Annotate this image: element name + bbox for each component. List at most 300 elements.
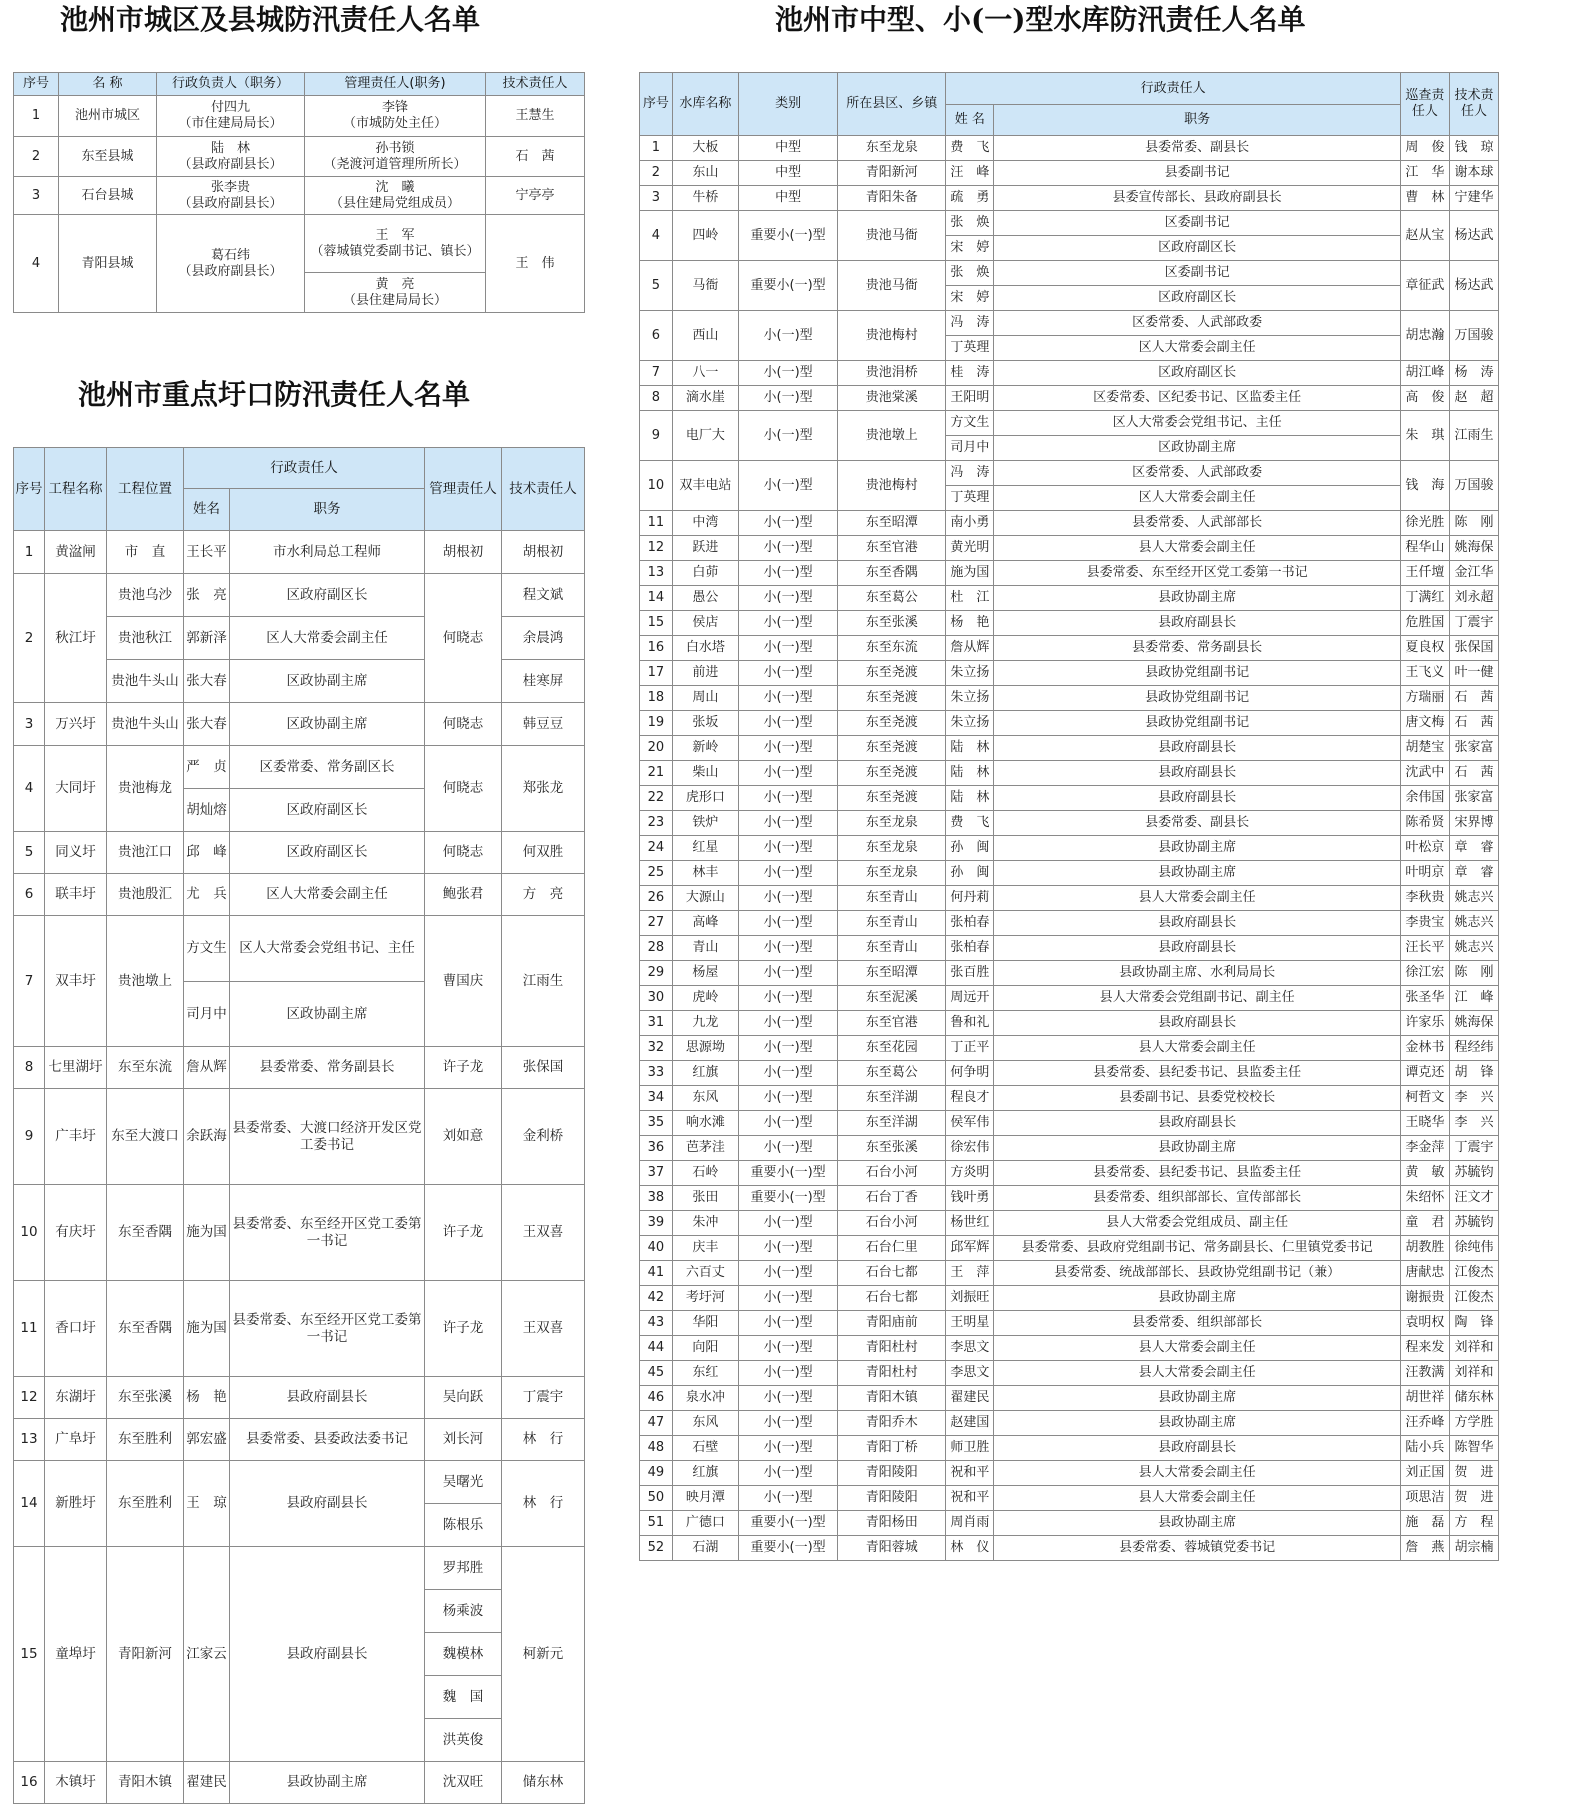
admin-name: 张柏春: [946, 911, 994, 936]
reservoir-type: 小(一)型: [739, 1111, 838, 1136]
row-number: 4: [14, 215, 59, 313]
row-number: 4: [640, 211, 673, 261]
patrol-person: 谭克还: [1400, 1061, 1449, 1086]
row-number: 33: [640, 1061, 673, 1086]
row-number: 16: [640, 636, 673, 661]
admin-position: 县政协副主席: [994, 861, 1401, 886]
admin-name: 尤 兵: [184, 874, 230, 916]
tech-person: 储东林: [502, 1762, 585, 1804]
table-row: [14, 215, 585, 273]
admin-name: 丁英理: [946, 336, 994, 361]
reservoir-name: 红星: [672, 836, 738, 861]
reservoir-location: 东至昭潭: [838, 511, 946, 536]
table-row: [640, 936, 1499, 961]
reservoir-location: 东至官港: [838, 1011, 946, 1036]
reservoir-type: 中型: [739, 186, 838, 211]
admin-position: 县政协党组副书记: [994, 686, 1401, 711]
reservoir-type: 小(一)型: [739, 711, 838, 736]
reservoir-location: 东至龙泉: [838, 861, 946, 886]
manager-name: 吴曙光: [425, 1461, 502, 1504]
admin-name: 钱叶勇: [946, 1186, 994, 1211]
row-number: 4: [14, 746, 45, 832]
table-row: [640, 536, 1499, 561]
row-number: 13: [14, 1419, 45, 1461]
patrol-person: 李秋贵: [1400, 886, 1449, 911]
reservoir-type: 小(一)型: [739, 461, 838, 511]
reservoir-location: 贵池马衙: [838, 211, 946, 261]
tech-person: 姚海保: [1449, 1011, 1498, 1036]
patrol-person: 王仟壇: [1400, 561, 1449, 586]
reservoir-location: 石台丁香: [838, 1186, 946, 1211]
project-location: 贵池牛头山: [107, 703, 184, 746]
reservoir-name: 庆丰: [672, 1236, 738, 1261]
row-number: 23: [640, 811, 673, 836]
patrol-person: 童 君: [1400, 1211, 1449, 1236]
reservoir-type: 小(一)型: [739, 561, 838, 586]
patrol-person: 张圣华: [1400, 986, 1449, 1011]
admin-position: 县人大常委会副主任: [994, 886, 1401, 911]
header-reservoir-name: 水库名称: [672, 73, 738, 136]
admin-name: 翟建民: [184, 1762, 230, 1804]
patrol-person: 赵从宝: [1400, 211, 1449, 261]
reservoir-type: 小(一)型: [739, 1311, 838, 1336]
row-number: 3: [14, 177, 59, 215]
patrol-person: 唐文梅: [1400, 711, 1449, 736]
table-row: [640, 836, 1499, 861]
table-row: [640, 736, 1499, 761]
admin-name: 王阳明: [946, 386, 994, 411]
reservoir-type: 小(一)型: [739, 1036, 838, 1061]
tech-person: 张保国: [502, 1047, 585, 1089]
admin-position: 县政府副县长: [994, 736, 1401, 761]
admin-cell: [157, 137, 305, 177]
admin-name: 邱 峰: [184, 832, 230, 874]
person-position: （县住建局局长）: [342, 292, 447, 308]
manager-cell: [305, 215, 486, 273]
manager-name: 曹国庆: [425, 916, 502, 1047]
tech-person: 胡根初: [502, 531, 585, 574]
reservoir-type: 小(一)型: [739, 1386, 838, 1411]
reservoir-type: 小(一)型: [739, 1261, 838, 1286]
manager-name: 何晓志: [425, 574, 502, 703]
row-number: 3: [14, 703, 45, 746]
row-number: 36: [640, 1136, 673, 1161]
tech-person: 江俊杰: [1449, 1286, 1498, 1311]
admin-position: 区政协副主席: [230, 660, 425, 703]
reservoir-location: 东至青山: [838, 936, 946, 961]
person-position: （市城防处主任）: [342, 116, 447, 131]
row-number: 6: [640, 311, 673, 361]
reservoir-name: 思源坳: [672, 1036, 738, 1061]
reservoir-location: 东至尧渡: [838, 661, 946, 686]
admin-position: 区人大常委会副主任: [230, 874, 425, 916]
reservoir-location: 青阳朱备: [838, 186, 946, 211]
tech-person: 刘永超: [1449, 586, 1498, 611]
tech-person: 杨达武: [1449, 211, 1498, 261]
reservoir-flood-table: [639, 72, 1499, 1561]
reservoir-location: 东至张溪: [838, 1136, 946, 1161]
reservoir-location: 青阳乔木: [838, 1411, 946, 1436]
patrol-person: 朱绍怀: [1400, 1186, 1449, 1211]
admin-name: 宋 婷: [946, 286, 994, 311]
admin-position: 县委常委、组织部部长、宣传部部长: [994, 1186, 1401, 1211]
table-row: [14, 703, 585, 746]
admin-name: 王长平: [184, 531, 230, 574]
project-location: 贵池江口: [107, 832, 184, 874]
admin-position: 区人大常委会党组书记、主任: [994, 411, 1401, 436]
admin-position: 县委常委、大渡口经济开发区党工委书记: [230, 1089, 425, 1185]
reservoir-name: 电厂大: [672, 411, 738, 461]
row-number: 32: [640, 1036, 673, 1061]
tech-person: 林 行: [502, 1461, 585, 1547]
reservoir-name: 向阳: [672, 1336, 738, 1361]
admin-name: 郭宏盛: [184, 1419, 230, 1461]
admin-position: 县政府副县长: [994, 611, 1401, 636]
reservoir-name: 考圩河: [672, 1286, 738, 1311]
table-row: [14, 1089, 585, 1185]
reservoir-type: 重要小(一)型: [739, 1536, 838, 1561]
patrol-person: 危胜国: [1400, 611, 1449, 636]
reservoir-name: 柴山: [672, 761, 738, 786]
reservoir-name: 东风: [672, 1411, 738, 1436]
reservoir-name: 侯店: [672, 611, 738, 636]
reservoir-type: 小(一)型: [739, 511, 838, 536]
admin-position: 县委宣传部长、县政府副县长: [994, 186, 1401, 211]
reservoir-location: 东至泥溪: [838, 986, 946, 1011]
table-row: [640, 386, 1499, 411]
reservoir-location: 东至尧渡: [838, 786, 946, 811]
admin-position: 区人大常委会副主任: [994, 336, 1401, 361]
reservoir-name: 响水滩: [672, 1111, 738, 1136]
manager-name: 许子龙: [425, 1185, 502, 1281]
reservoir-name: 周山: [672, 686, 738, 711]
reservoir-type: 小(一)型: [739, 1011, 838, 1036]
row-number: 7: [640, 361, 673, 386]
admin-position: 区委常委、常务副区长: [230, 746, 425, 789]
admin-name: 方文生: [184, 916, 230, 982]
manager-name: 何晓志: [425, 746, 502, 832]
admin-position: 县人大常委会副主任: [994, 1036, 1401, 1061]
row-number: 38: [640, 1186, 673, 1211]
patrol-person: 许家乐: [1400, 1011, 1449, 1036]
tech-person: 金利桥: [502, 1089, 585, 1185]
admin-name: 程良才: [946, 1086, 994, 1111]
row-number: 15: [14, 1547, 45, 1762]
reservoir-location: 东至葛公: [838, 1061, 946, 1086]
patrol-person: 叶松京: [1400, 836, 1449, 861]
admin-name: 詹从辉: [184, 1047, 230, 1089]
admin-position: 县政协副主席: [994, 1511, 1401, 1536]
admin-name: 方炎明: [946, 1161, 994, 1186]
project-location: 东至张溪: [107, 1377, 184, 1419]
header-location: 工程位置: [107, 448, 184, 531]
admin-position: 区政府副区长: [994, 236, 1401, 261]
tech-person: 王慧生: [486, 96, 585, 137]
reservoir-location: 青阳陵阳: [838, 1486, 946, 1511]
reservoir-name: 映月潭: [672, 1486, 738, 1511]
manager-name: 许子龙: [425, 1047, 502, 1089]
admin-position: 县人大常委会党组副书记、副主任: [994, 986, 1401, 1011]
table-row: [640, 1111, 1499, 1136]
reservoir-location: 石台小河: [838, 1161, 946, 1186]
table-row: [14, 746, 585, 789]
table-row: [640, 961, 1499, 986]
row-number: 17: [640, 661, 673, 686]
project-location: 东至香隅: [107, 1281, 184, 1377]
admin-position: 县人大常委会副主任: [994, 1336, 1401, 1361]
person-name: 沈 曦: [375, 179, 415, 195]
reservoir-location: 东至青山: [838, 911, 946, 936]
patrol-person: 徐江宏: [1400, 961, 1449, 986]
patrol-person: 刘正国: [1400, 1461, 1449, 1486]
admin-position: 区委常委、人武部政委: [994, 461, 1401, 486]
patrol-person: 夏良权: [1400, 636, 1449, 661]
admin-name: 方文生: [946, 411, 994, 436]
reservoir-name: 牛桥: [672, 186, 738, 211]
row-number: 8: [640, 386, 673, 411]
manager-name: 刘如意: [425, 1089, 502, 1185]
table-row: [640, 461, 1499, 486]
tech-person: 金江华: [1449, 561, 1498, 586]
table-row: [640, 811, 1499, 836]
admin-position: 县委副书记: [994, 161, 1401, 186]
header-manager: 管理责任人: [425, 448, 502, 531]
patrol-person: 胡忠瀚: [1400, 311, 1449, 361]
header-no: 序号: [640, 73, 673, 136]
reservoir-location: 青阳木镇: [838, 1386, 946, 1411]
header-1: 名 称: [59, 73, 157, 96]
tech-person: 杨 涛: [1449, 361, 1498, 386]
header-project-name: 工程名称: [45, 448, 107, 531]
reservoir-type: 小(一)型: [739, 911, 838, 936]
admin-name: 鲁和礼: [946, 1011, 994, 1036]
reservoir-location: 贵池墩上: [838, 411, 946, 461]
reservoir-location: 青阳杨田: [838, 1511, 946, 1536]
admin-position: 县政协党组副书记: [994, 661, 1401, 686]
manager-name: 洪英俊: [425, 1719, 502, 1762]
reservoir-name: 六百丈: [672, 1261, 738, 1286]
table-row: [640, 861, 1499, 886]
table-row: [640, 1486, 1499, 1511]
header-admin: 行政责任人: [184, 448, 425, 489]
row-number: 29: [640, 961, 673, 986]
row-number: 3: [640, 186, 673, 211]
reservoir-name: 虎岭: [672, 986, 738, 1011]
header-admin-name: 姓 名: [946, 105, 994, 136]
admin-position: 县政府副县长: [994, 911, 1401, 936]
row-number: 14: [14, 1461, 45, 1547]
reservoir-name: 九龙: [672, 1011, 738, 1036]
admin-name: 林 仪: [946, 1536, 994, 1561]
tech-person: 胡 锋: [1449, 1061, 1498, 1086]
project-name: 秋江圩: [45, 574, 107, 703]
project-name: 同义圩: [45, 832, 107, 874]
person-position: （县政府副县长）: [178, 156, 283, 172]
table-row: [640, 1261, 1499, 1286]
manager-name: 杨乘波: [425, 1590, 502, 1633]
table-row: [640, 211, 1499, 236]
admin-position: 县政协副主席: [994, 586, 1401, 611]
header-0: 序号: [14, 73, 59, 96]
admin-position: 县委常委、东至经开区党工委第一书记: [230, 1185, 425, 1281]
tech-person: 钱 琼: [1449, 136, 1498, 161]
person-name: 陆 林: [210, 140, 250, 156]
patrol-person: 施 磊: [1400, 1511, 1449, 1536]
row-number: 2: [640, 161, 673, 186]
admin-position: 县人大常委会副主任: [994, 1486, 1401, 1511]
table-row: [640, 1211, 1499, 1236]
reservoir-type: 小(一)型: [739, 361, 838, 386]
reservoir-location: 东至洋湖: [838, 1111, 946, 1136]
admin-name: 朱立扬: [946, 661, 994, 686]
person-position: （县政府副县长）: [178, 263, 283, 279]
table2-title: 池州市重点圩口防汛责任人名单: [78, 378, 471, 411]
patrol-person: 唐献忠: [1400, 1261, 1449, 1286]
admin-position: 县委常委、人武部部长: [994, 511, 1401, 536]
project-location: 贵池牛头山: [107, 660, 184, 703]
header-no: 序号: [14, 448, 45, 531]
project-name: 大同圩: [45, 746, 107, 832]
admin-name: 张 焕: [946, 211, 994, 236]
admin-name: 杨 艳: [184, 1377, 230, 1419]
reservoir-location: 青阳丁桥: [838, 1436, 946, 1461]
reservoir-type: 小(一)型: [739, 1461, 838, 1486]
admin-position: 县委常委、县纪委书记、县监委主任: [994, 1061, 1401, 1086]
reservoir-location: 东至洋湖: [838, 1086, 946, 1111]
table-row: [640, 1511, 1499, 1536]
manager-name: 胡根初: [425, 531, 502, 574]
admin-name: 孙 闽: [946, 836, 994, 861]
row-number: 10: [14, 1185, 45, 1281]
admin-name: 陆 林: [946, 786, 994, 811]
reservoir-name: 前进: [672, 661, 738, 686]
project-location: 贵池墩上: [107, 916, 184, 1047]
reservoir-name: 八一: [672, 361, 738, 386]
reservoir-type: 小(一)型: [739, 1411, 838, 1436]
admin-position: 县委常委、组织部部长: [994, 1311, 1401, 1336]
tech-person: 郑张龙: [502, 746, 585, 832]
tech-person: 章 睿: [1449, 836, 1498, 861]
row-number: 2: [14, 137, 59, 177]
project-name: 七里湖圩: [45, 1047, 107, 1089]
project-name: 有庆圩: [45, 1185, 107, 1281]
admin-position: 县人大常委会副主任: [994, 536, 1401, 561]
patrol-person: 江 华: [1400, 161, 1449, 186]
row-number: 1: [640, 136, 673, 161]
admin-name: 李思文: [946, 1361, 994, 1386]
table3-title: 池州市中型、小(一)型水库防汛责任人名单: [775, 3, 1306, 36]
patrol-person: 陈希贤: [1400, 811, 1449, 836]
tech-person: 丁震宇: [1449, 611, 1498, 636]
reservoir-location: 东至尧渡: [838, 686, 946, 711]
admin-name: 宋 婷: [946, 236, 994, 261]
row-number: 42: [640, 1286, 673, 1311]
table-row: [640, 161, 1499, 186]
reservoir-type: 小(一)型: [739, 661, 838, 686]
admin-name: 王明星: [946, 1311, 994, 1336]
admin-position: 县委常委、东至经开区党工委第一书记: [230, 1281, 425, 1377]
admin-position: 县政协副主席: [994, 1411, 1401, 1436]
project-name: 黄湓闸: [45, 531, 107, 574]
reservoir-location: 东至龙泉: [838, 836, 946, 861]
admin-position: 县人大常委会党组成员、副主任: [994, 1211, 1401, 1236]
table-row: [14, 832, 585, 874]
row-number: 19: [640, 711, 673, 736]
patrol-person: 余伟国: [1400, 786, 1449, 811]
reservoir-type: 小(一)型: [739, 1436, 838, 1461]
tech-person: 刘祥和: [1449, 1336, 1498, 1361]
admin-position: 县委常委、统战部部长、县政协党组副书记（兼）: [994, 1261, 1401, 1286]
table-row: [14, 1281, 585, 1377]
table1-title: 池州市城区及县城防汛责任人名单: [60, 3, 481, 36]
patrol-person: 周 俊: [1400, 136, 1449, 161]
city-name: 东至县城: [59, 137, 157, 177]
project-name: 联丰圩: [45, 874, 107, 916]
table-row: [640, 1411, 1499, 1436]
table-row: [640, 886, 1499, 911]
person-name: 李锋: [381, 100, 408, 116]
header-4: 技术责任人: [486, 73, 585, 96]
tech-person: 江雨生: [1449, 411, 1498, 461]
table-row: [640, 1061, 1499, 1086]
header-admin-position: 职务: [230, 489, 425, 531]
admin-position: 县政府副县长: [994, 761, 1401, 786]
patrol-person: 叶明京: [1400, 861, 1449, 886]
reservoir-name: 红旗: [672, 1061, 738, 1086]
admin-name: 费 飞: [946, 136, 994, 161]
patrol-person: 王晓华: [1400, 1111, 1449, 1136]
admin-name: 丁英理: [946, 486, 994, 511]
admin-position: 县政协副主席、水利局局长: [994, 961, 1401, 986]
admin-name: 张百胜: [946, 961, 994, 986]
admin-name: 严 贞: [184, 746, 230, 789]
reservoir-name: 朱冲: [672, 1211, 738, 1236]
reservoir-type: 小(一)型: [739, 961, 838, 986]
reservoir-location: 石台小河: [838, 1211, 946, 1236]
tech-person: 苏毓钧: [1449, 1161, 1498, 1186]
row-number: 25: [640, 861, 673, 886]
admin-position: 县政协副主席: [994, 1286, 1401, 1311]
tech-person: 姚志兴: [1449, 936, 1498, 961]
patrol-person: 李贵宝: [1400, 911, 1449, 936]
tech-person: 李 兴: [1449, 1111, 1498, 1136]
tech-person: 丁震宇: [1449, 1136, 1498, 1161]
tech-person: 方学胜: [1449, 1411, 1498, 1436]
patrol-person: 朱 琪: [1400, 411, 1449, 461]
tech-person: 贺 进: [1449, 1486, 1498, 1511]
admin-name: 张柏春: [946, 936, 994, 961]
row-number: 49: [640, 1461, 673, 1486]
reservoir-name: 泉水冲: [672, 1386, 738, 1411]
admin-position: 县政府副县长: [230, 1547, 425, 1762]
admin-position: 县政府副县长: [994, 1436, 1401, 1461]
admin-name: 南小勇: [946, 511, 994, 536]
reservoir-type: 小(一)型: [739, 636, 838, 661]
reservoir-type: 重要小(一)型: [739, 1511, 838, 1536]
reservoir-name: 白茆: [672, 561, 738, 586]
table-row: [640, 1461, 1499, 1486]
tech-person: 陈智华: [1449, 1436, 1498, 1461]
person-name: 黄 亮: [375, 276, 415, 292]
header-tech: 技术责任人: [502, 448, 585, 531]
admin-name: 陆 林: [946, 736, 994, 761]
admin-position: 县委常委、县委政法委书记: [230, 1419, 425, 1461]
admin-position: 区委常委、人武部政委: [994, 311, 1401, 336]
reservoir-type: 中型: [739, 161, 838, 186]
reservoir-type: 小(一)型: [739, 1086, 838, 1111]
person-name: 付四九: [210, 100, 250, 116]
patrol-person: 胡江峰: [1400, 361, 1449, 386]
